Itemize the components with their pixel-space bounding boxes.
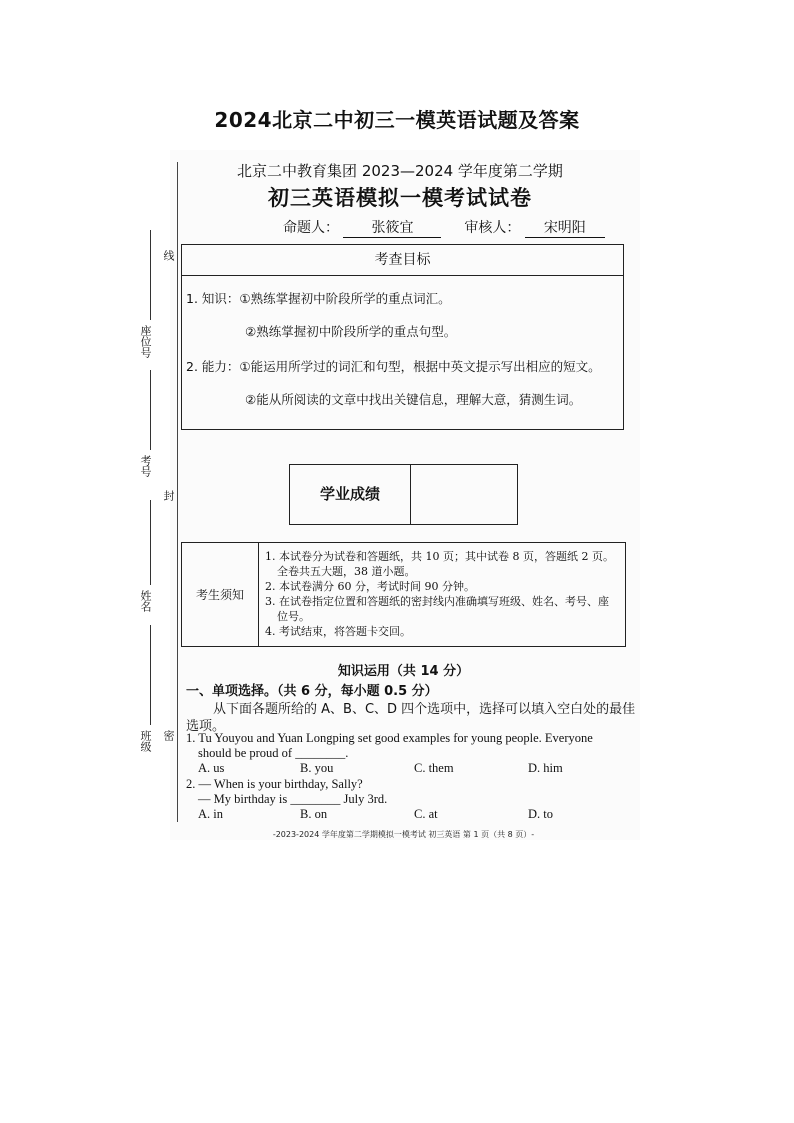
seat-no-blank (150, 230, 151, 320)
margin-dense-label: 密 (162, 730, 175, 741)
instruction-line2: 选项。 (186, 719, 226, 734)
reviewer-label: 审核人： (464, 220, 521, 236)
page-footer: -2023-2024 学年度第二学期模拟一模考试 初三英语 第 1 页（共 8 页）- (272, 830, 535, 839)
q1-option-b: B. you (300, 761, 334, 775)
document-title: 2024北京二中初三一模英语试题及答案 (214, 108, 580, 132)
score-label: 学业成绩 (290, 465, 411, 524)
name-blank (150, 500, 151, 585)
exam-no-blank (150, 370, 151, 450)
q1-option-c: C. them (414, 761, 454, 775)
author-label: 命题人： (283, 220, 339, 236)
q2-option-a: A. in (198, 807, 223, 821)
section-title: 知识运用（共 14 分） (337, 664, 470, 679)
q2-option-c: C. at (414, 807, 438, 821)
q1-option-d: D. him (528, 761, 563, 775)
notice-item: 全卷共五大题，38 道小题。 (277, 565, 416, 578)
goal-item: ②能从所阅读的文章中找出关键信息，理解大意，猜测生词。 (245, 392, 582, 407)
exam-header-line1: 北京二中教育集团 2023—2024 学年度第二学期 (237, 162, 563, 180)
notice-item: 3. 在试卷指定位置和答题纸的密封线内准确填写班级、姓名、考号、座 (265, 595, 609, 608)
goal-item: 1. 知识：①熟练掌握初中阶段所学的重点词汇。 (186, 291, 451, 306)
goal-item: 2. 能力：①能运用所学过的词汇和句型，根据中英文提示写出相应的短文。 (186, 359, 601, 374)
part-title: 一、单项选择。（共 6 分，每小题 0.5 分） (186, 684, 438, 699)
q1-option-a: A. us (198, 761, 225, 775)
score-field (411, 465, 517, 524)
q2-option-b: B. on (300, 807, 328, 821)
exam-no-label: 考号 (139, 455, 152, 477)
class-blank (150, 625, 151, 725)
margin-seal-label: 封 (162, 490, 175, 501)
question-2-line1: 2. — When is your birthday, Sally? (186, 777, 363, 791)
notice-label: 考生须知 (182, 543, 259, 646)
notice-list (259, 543, 618, 646)
author-row (283, 217, 605, 238)
notice-item: 4. 考试结束，将答题卡交回。 (265, 625, 411, 638)
author-name: 张筱宜 (343, 217, 441, 238)
instruction-line1: 从下面各题所给的 A、B、C、D 四个选项中，选择可以填入空白处的最佳 (213, 702, 636, 717)
notice-item: 2. 本试卷满分 60 分，考试时间 90 分钟。 (265, 580, 475, 593)
notice-item: 位号。 (277, 610, 310, 623)
question-1-line2: should be proud of ________. (198, 746, 349, 760)
notice-box (181, 542, 626, 647)
notice-item: 1. 本试卷分为试卷和答题纸，共 10 页；其中试卷 8 页，答题纸 2 页。 (265, 550, 614, 563)
binding-margin-line (177, 162, 178, 822)
q2-option-d: D. to (528, 807, 553, 821)
reviewer-name: 宋明阳 (525, 217, 605, 238)
class-label: 班级 (139, 730, 152, 752)
goals-title: 考查目标 (182, 245, 623, 276)
score-box (289, 464, 518, 525)
margin-line-label: 线 (162, 250, 175, 261)
question-2-line2: — My birthday is ________ July 3rd. (198, 792, 388, 806)
name-label: 姓名 (139, 590, 152, 612)
seat-no-label: 座位号 (139, 325, 152, 358)
goal-item: ②熟练掌握初中阶段所学的重点句型。 (245, 324, 457, 339)
question-1-line1: 1. Tu Youyou and Yuan Longping set good examples for young people. Everyone (186, 731, 593, 745)
exam-header-title: 初三英语模拟一模考试试卷 (268, 186, 532, 210)
